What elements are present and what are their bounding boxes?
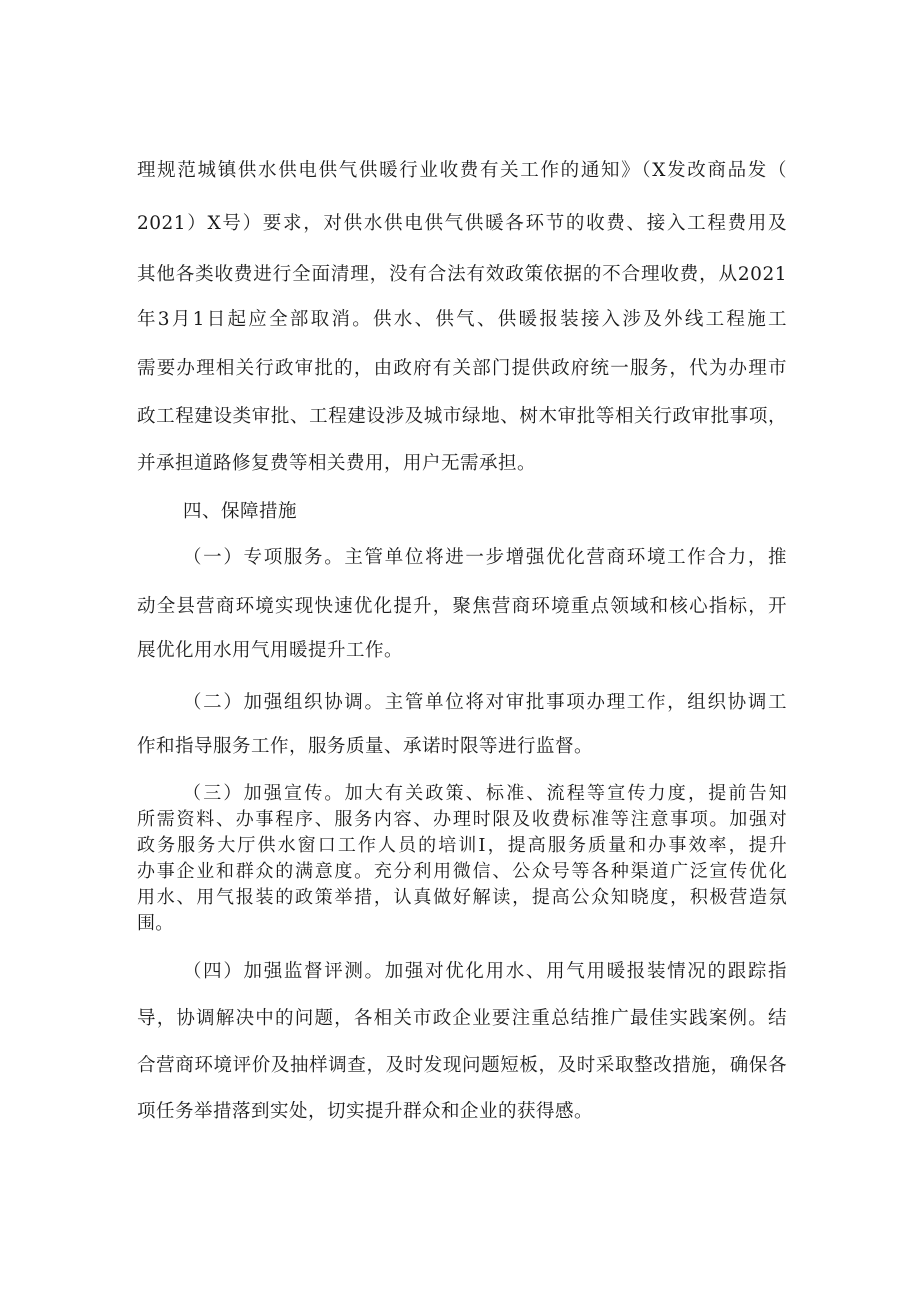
paragraph-line: 作和指导服务工作，服务质量、承诺时限等进行监督。 bbox=[137, 736, 594, 757]
paragraph-line: 2021）X号）要求，对供水供电供气供暖各环节的收费、接入工程费用及 bbox=[137, 213, 787, 234]
paragraph-line: 项任务举措落到实处，切实提升群众和企业的获得感。 bbox=[137, 1101, 594, 1122]
paragraph-line: （一）专项服务。主管单位将进一步增强优化营商环境工作合力，推 bbox=[183, 547, 787, 568]
paragraph-line: 年3月1日起应全部取消。供水、供气、供暖报装接入涉及外线工程施工 bbox=[137, 309, 787, 330]
paragraph-line: 并承担道路修复费等相关费用，用户无需承担。 bbox=[137, 453, 537, 474]
paragraph-line: 所需资料、办事程序、服务内容、办理时限及收费标准等注意事项。加强对 bbox=[137, 809, 787, 830]
paragraph-line: （二）加强组织协调。主管单位将对审批事项办理工作，组织协调工 bbox=[183, 692, 787, 713]
paragraph-line: 政务服务大厅供水窗口工作人员的培训I，提高服务质量和办事效率，提升 bbox=[137, 835, 787, 856]
paragraph-line: 需要办理相关行政审批的，由政府有关部门提供政府统一服务，代为办理市 bbox=[137, 358, 787, 379]
paragraph-line: 政工程建设类审批、工程建设涉及城市绿地、树木审批等相关行政审批事项， bbox=[137, 406, 787, 427]
paragraph-line: 动全县营商环境实现快速优化提升，聚焦营商环境重点领域和核心指标，开 bbox=[137, 596, 787, 617]
paragraph-line: 展优化用水用气用暖提升工作。 bbox=[137, 640, 404, 661]
paragraph-line: （四）加强监督评测。加强对优化用水、用气用暖报装情况的跟踪指 bbox=[183, 961, 787, 982]
paragraph-line: 理规范城镇供水供电供气供暖行业收费有关工作的通知》（X发改商品发（ bbox=[137, 160, 787, 181]
paragraph-line: 合营商环境评价及抽样调查，及时发现问题短板，及时采取整改措施，确保各 bbox=[137, 1055, 787, 1076]
paragraph-line: 用水、用气报装的政策举措，认真做好解读，提高公众知晓度，积极营造氛 bbox=[137, 887, 787, 908]
paragraph-line: 导，协调解决中的问题，各相关市政企业要注重总结推广最佳实践案例。结 bbox=[137, 1008, 787, 1029]
paragraph-line: 围。 bbox=[137, 913, 174, 934]
paragraph-line: （三）加强宣传。加大有关政策、标准、流程等宣传力度，提前告知 bbox=[183, 783, 787, 804]
section-heading: 四、保障措施 bbox=[183, 501, 298, 522]
paragraph-line: 其他各类收费进行全面清理，没有合法有效政策依据的不合理收费，从2021 bbox=[137, 264, 787, 285]
paragraph-line: 办事企业和群众的满意度。充分利用微信、公众号等各种渠道广泛宣传优化 bbox=[137, 861, 787, 882]
